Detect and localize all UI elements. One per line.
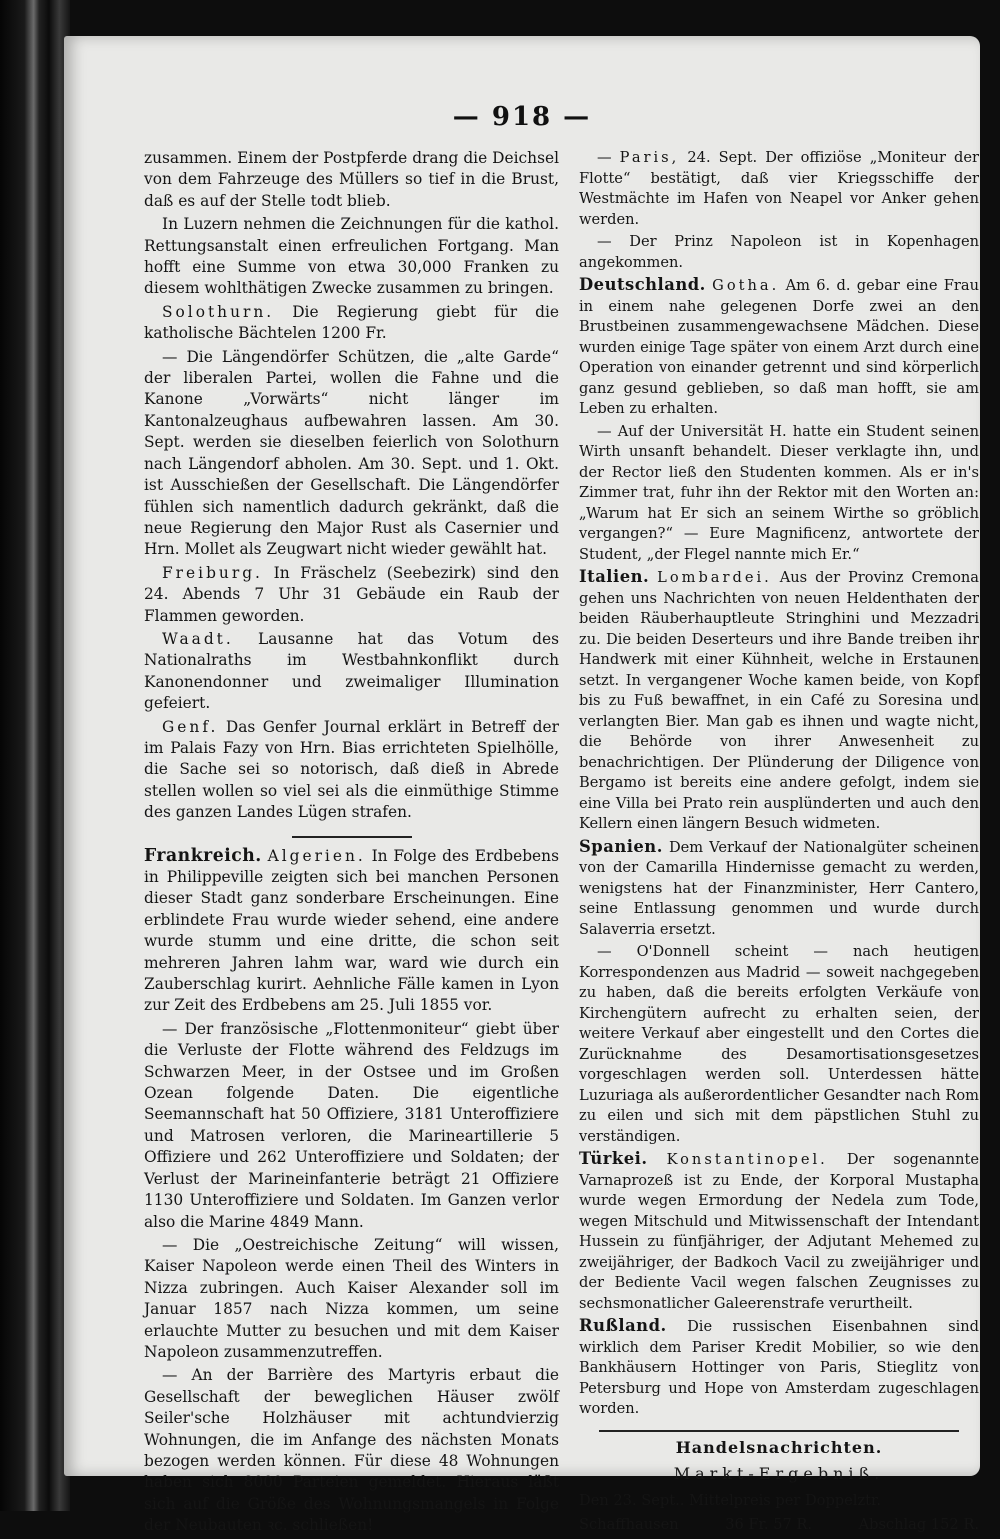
book-binding <box>0 0 70 1511</box>
region-lead: Konstantinopel. <box>666 1151 828 1168</box>
paragraph: — Der französische „Flottenmoniteur“ giebt über die Verluste der Flotte während des Feldzugs im Schwarzen Meer, in der Ostsee und im Großen Ozean folgende Daten. Die eigentliche Seemannschaft hat 50 Offiziere, 3181 Unteroffiziere und Matrosen verloren, die Marineartillerie 5 Offiziere und 262 Unteroffiziere und Soldaten; der Verlust der Marineinfanterie beträgt 21 Offiziere 1130 Unteroffiziere und Soldaten. Im Ganzen verlor also die Marine 4849 Mann. <box>144 1019 559 1231</box>
country-heading: Türkei. <box>579 1149 648 1168</box>
country-heading: Rußland. <box>579 1316 667 1335</box>
paragraph: Türkei. Konstantinopel. Der sogenannte Varnaprozeß ist zu Ende, der Korporal Mustapha wurde wegen Ermordung der Nedela zum Tode, wegen Mitschuld und Mitwissenschaft der Intendant Hussein zu fünfjähriger, der Adjutant Mehemed zu zweijähriger, der Badkoch Vacil zu zweijähriger und der Bediente Vacil wegen falschen Zeugnisses zu sechsmonatlicher Galeerenstrafe verurtheilt. <box>579 1149 980 1312</box>
paragraph: — Die Längendörfer Schützen, die „alte Garde“ der liberalen Partei, wollen die Fahne und die Kanone „Vorwärts“ nicht länger im Kantonalzeughaus aufbewahren lassen. Am 30. Sept. werden sie dieselben feierlich von Solothurn nach Längendorf abholen. Am 30. Sept. und 1. Okt. ist Ausschießen der Gesellschaft. Die Längendörfer fühlen sich namentlich dadurch gekränkt, daß die neue Regierung den Major Rust als Casernier und Hrn. Mollet als Zeugwart nicht wieder gewählt hat. <box>144 347 559 559</box>
section-lead: Freiburg. <box>162 563 263 582</box>
paragraph: Solothurn. Die Regierung giebt für die katholische Bächtelen 1200 Fr. <box>144 302 559 343</box>
paragraph: In Luzern nehmen die Zeichnungen für die kathol. Rettungsanstalt einen erfreulichen Fortgang. Man hofft eine Summe von etwa 30,000 Franken zu diesem wohlthätigen Zwecke zusammen zu bringen. <box>144 215 559 298</box>
paragraph: — Paris, 24. Sept. Der offiziöse „Moniteur der Flotte“ bestätigt, daß vier Kriegsschiffe der Westmächte im Hafen von Neapel vor Anker gehen werden. <box>579 149 980 228</box>
paragraph: Italien. Lombardei. Aus der Provinz Cremona gehen uns Nachrichten von neuen Heldenthaten der beiden Räuberhauptleute Stringhini und Mezzadri zu. Die beiden Deserteurs und ihre Bande treiben ihr Handwerk mit einer Kühnheit, welche in Erstaunen setzt. In vergangener Woche kamen beide, von Kopf bis zu Fuß bewaffnet, in ein Café zu Soresina und verlangten Bier. Man gab es ihnen und wagte nicht, die Behörde von ihrer Anwesenheit zu benachrichtigen. Der Plünderung der Diligence von Bergamo ist bereits eine andere gefolgt, indem sie eine Villa bei Prato rein ausplünderten und auch den Kellern einen längern Besuch widmeten. <box>579 567 980 832</box>
market-city: Schaffhausen <box>579 1516 679 1533</box>
right-column <box>579 148 979 1536</box>
country-heading: Italien. <box>579 567 650 586</box>
country-heading: Frankreich. <box>144 845 262 866</box>
market-change: Abschlag 152 R. <box>858 1516 979 1533</box>
market-section-heading: Handelsnachrichten. <box>675 1437 883 1457</box>
paragraph: Freiburg. In Fräschelz (Seebezirk) sind den 24. Abends 7 Uhr 31 Gebäude ein Raub der Flammen geworden. <box>144 563 559 625</box>
market-subheading: Markt-Ergebniß. <box>673 1464 885 1483</box>
market-row <box>579 1515 979 1536</box>
country-heading: Spanien. <box>579 836 663 856</box>
page-number: — 918 — <box>452 102 592 132</box>
paragraph: — Der Prinz Napoleon ist in Kopenhagen angekommen. <box>579 233 979 271</box>
region-lead: Lombardei. <box>657 569 772 586</box>
region-lead: Gotha. <box>712 277 780 294</box>
region-lead: Algerien. <box>267 846 366 865</box>
section-lead: Solothurn. <box>162 302 275 321</box>
paragraph: Rußland. Die russischen Eisenbahnen sind wirklich dem Pariser Kredit Mobilier, so wie den Bankhäusern Hottinger von Paris, Stieglitz von Petersburg und Hope von Amsterdam zugeschlagen worden. <box>579 1316 979 1417</box>
paragraph: — O'Donnell scheint — nach heutigen Korrespondenzen aus Madrid — soweit nachgegeben zu haben, daß die bereits erfolgten Verkäufe von Kirchengütern aufrecht zu erhalten seien, der weitere Verkauf aber eingestellt und den Cortes die Zurücknahme des Desamortisationsgesetzes vorgeschlagen werden soll. Unterdessen hätte Luzuriaga als außerordentlicher Gesandter nach Rom zu eilen und sich mit dem päpstlichen Stuhl zu verständigen. <box>579 943 979 1145</box>
section-divider <box>599 1430 959 1432</box>
country-heading: Deutschland. <box>579 275 706 294</box>
paragraph: — An der Barrière des Martyris erbaut die Gesellschaft der beweglichen Häuser zwölf Seiler'sche Holzhäuser mit achtundvierzig Wohnungen, die im Anfange des nächsten Monats bezogen werden können. Für diese 48 Wohnungen haben sich 8000 Parteien gemeldet. Hieraus läßt sich auf die Größe des Wohnungsmangels in Folge der Neubauten ꝛc. schließen! <box>144 1366 559 1535</box>
market-price: 36 Fr. 57 R. <box>725 1516 813 1533</box>
paragraph: Frankreich. Algerien. In Folge des Erdbebens in Philippeville zeigten sich bei manchen Personen dieser Stadt ganz sonderbare Erscheinungen. Eine erblindete Frau wurde wieder sehend, eine andere wurde stumm und eine dritte, die schon seit mehreren Jahren lahm war, ward wie durch ein Zauberschlag kurirt. Aehnliche Fälle kamen in Lyon zur Zeit des Erdbebens am 25. Juli 1855 vor. <box>144 845 559 1015</box>
market-date-line: Den 23. Sept.. Mittelpreis per Doppelztr. <box>579 1491 882 1509</box>
section-divider <box>292 836 412 838</box>
paragraph: Deutschland. Gotha. Am 6. d. gebar eine Frau in einem nahe gelegenen Dorfe zwei an den Brustbeinen zusammengewachsene Mädchen. Diese wurden einige Tage später von einem Arzt durch eine Operation von einander getrennt und sind körperlich ganz gesund geblieben, so daß man hofft, sie am Leben zu erhalten. <box>579 275 979 417</box>
paragraph: Waadt. Lausanne hat das Votum des Nationalraths im Westbahnkonflikt durch Kanonendonner und zweimaliger Illumination gefeiert. <box>144 629 559 713</box>
section-lead: Paris, <box>619 149 680 166</box>
newspaper-page <box>64 36 980 1535</box>
paragraph: zusammen. Einem der Postpferde drang die Deichsel von dem Fahrzeuge des Müllers so tief in die Brust, daß es auf der Stelle todt blieb. <box>144 149 559 210</box>
paragraph: Spanien. Dem Verkauf der Nationalgüter scheinen von der Camarilla Hindernisse gemacht zu werden, wenigstens hat der Finanzminister, Herr Cantero, seine Entlassung genommen und wurde durch Salaverria ersetzt. <box>579 836 980 938</box>
paragraph: — Die „Oestreichische Zeitung“ will wissen, Kaiser Napoleon werde einen Theil des Winters in Nizza zubringen. Auch Kaiser Alexander soll im Januar 1857 nach Nizza kommen, um seine erlauchte Mutter zu besuchen und mit dem Kaiser Napoleon zusammenzutreffen. <box>144 1235 559 1361</box>
left-column <box>144 148 559 1539</box>
paragraph: Genf. Das Genfer Journal erklärt in Betreff der im Palais Fazy von Hrn. Bias errichteten Spielhölle, die Sache sei so notorisch, daß dieß in Abrede stellen wollen so viel sei als die einmüthige Stimme des ganzen Landes Lügen strafen. <box>144 717 559 822</box>
section-lead: Genf. <box>162 717 219 736</box>
section-lead: Waadt. <box>162 629 234 648</box>
paragraph: — Auf der Universität H. hatte ein Student seinen Wirth unsanft behandelt. Dieser verklagte ihn, und der Rector ließ den Studenten kommen. Als er in's Zimmer trat, fuhr ihn der Rektor mit den Worten an: „Warum hat Er sich an seinem Wirthe so gröblich vergangen?“ — Eure Magnificenz, antwortete der Student, „der Flegel nannte mich Er.“ <box>579 422 979 563</box>
